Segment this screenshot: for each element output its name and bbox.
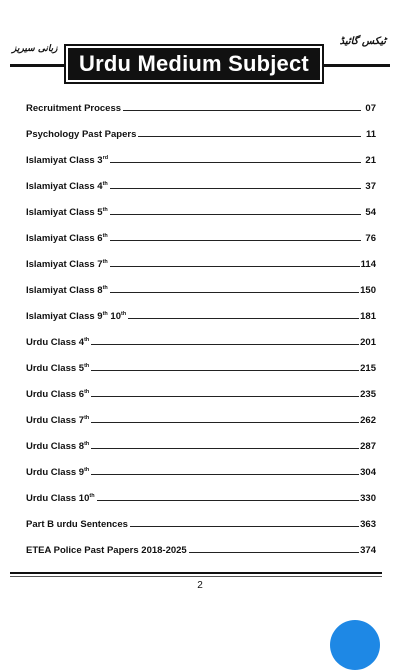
- toc-leader-line: [128, 317, 359, 319]
- header-right-text: ٹیکس گائیڈ: [339, 36, 386, 47]
- toc-entry: [26, 244, 376, 270]
- toc-label-text: Islamiyat Class 6: [26, 233, 103, 244]
- toc-entry-label: [26, 441, 91, 452]
- toc-label-superscript: th: [84, 363, 90, 369]
- toc-leader-line: [110, 239, 361, 241]
- toc-leader-line: [97, 499, 360, 501]
- toc-label-superscript: rd: [102, 155, 109, 161]
- toc-entry: [26, 452, 376, 478]
- toc-entry: [26, 114, 376, 140]
- toc-entry: [26, 530, 376, 556]
- toc-label-superscript: th: [102, 207, 108, 213]
- footer-rule: [10, 572, 382, 574]
- toc-entry: [26, 140, 376, 166]
- toc-entry-label: [26, 103, 123, 114]
- toc-entry-label: [26, 545, 189, 556]
- toc-entry-label: [26, 363, 91, 374]
- toc-leader-line: [110, 265, 360, 267]
- toc-page-number: 37: [365, 181, 376, 192]
- toc-label-text: Psychology Past Papers: [26, 129, 137, 140]
- toc-entry: [26, 270, 376, 296]
- toc-entry: [26, 426, 376, 452]
- toc-label-text: Part B urdu Sentences: [26, 519, 128, 530]
- toc-label-text: Urdu Class 10: [26, 493, 90, 504]
- toc-leader-line: [91, 395, 359, 397]
- toc-entry: [26, 504, 376, 530]
- toc-entry-label: [26, 519, 130, 530]
- toc-label-superscript: th: [102, 181, 108, 187]
- toc-label-text: Islamiyat Class 8: [26, 285, 103, 296]
- toc-page-number: 287: [360, 441, 376, 452]
- toc-label-text: Recruitment Process: [26, 103, 122, 114]
- toc-entry-label: [26, 493, 97, 504]
- toc-entry-label: [26, 285, 110, 296]
- toc-label-text-2: 10: [107, 311, 121, 322]
- toc-label-superscript: th: [84, 337, 90, 343]
- toc-leader-line: [91, 447, 359, 449]
- toc-page-number: 181: [360, 311, 376, 322]
- toc-page-number: 262: [360, 415, 376, 426]
- toc-page-number: 201: [360, 337, 376, 348]
- toc-leader-line: [123, 109, 361, 111]
- toc-leader-line: [189, 551, 359, 553]
- toc-label-superscript: th: [102, 233, 108, 239]
- toc-entry-label: [26, 129, 138, 140]
- toc-label-text: Islamiyat Class 7: [26, 259, 103, 270]
- toc-entry-label: [26, 337, 91, 348]
- toc-label-text: Islamiyat Class 9: [26, 311, 103, 322]
- toc-page-number: 114: [360, 259, 376, 270]
- toc-page-number: 76: [365, 233, 376, 244]
- toc-page-number: 330: [360, 493, 376, 504]
- toc-page-number: 215: [360, 363, 376, 374]
- toc-entry-label: [26, 155, 110, 166]
- toc-entry: [26, 166, 376, 192]
- toc-label-text: Urdu Class 5: [26, 363, 85, 374]
- toc-entry: [26, 296, 376, 322]
- table-of-contents: [26, 88, 376, 556]
- toc-entry-label: [26, 181, 110, 192]
- toc-page-number: 304: [360, 467, 376, 478]
- toc-label-superscript: th: [102, 311, 108, 317]
- header-left-text: زبانی سیریز: [12, 44, 58, 54]
- footer-rule-thin: [10, 576, 382, 577]
- toc-entry-label: [26, 389, 91, 400]
- toc-label-text: Islamiyat Class 3: [26, 155, 103, 166]
- toc-page-number: 54: [365, 207, 376, 218]
- toc-label-superscript-2: th: [121, 311, 127, 317]
- toc-page-number: 150: [360, 285, 376, 296]
- toc-label-text: Urdu Class 9: [26, 467, 85, 478]
- toc-page-number: 21: [365, 155, 376, 166]
- page-title: Urdu Medium Subject: [79, 51, 309, 76]
- toc-entry: [26, 218, 376, 244]
- toc-page-number: 363: [360, 519, 376, 530]
- toc-entry: [26, 88, 376, 114]
- toc-leader-line: [91, 473, 359, 475]
- toc-label-superscript: th: [84, 467, 90, 473]
- toc-entry: [26, 400, 376, 426]
- toc-label-text: Urdu Class 8: [26, 441, 85, 452]
- toc-page-number: 07: [365, 103, 376, 114]
- toc-entry: [26, 322, 376, 348]
- toc-label-text: Urdu Class 4: [26, 337, 85, 348]
- toc-entry-label: [26, 415, 91, 426]
- page-number: 2: [197, 580, 203, 591]
- toc-entry-label: [26, 467, 91, 478]
- toc-label-superscript: th: [102, 285, 108, 291]
- toc-leader-line: [91, 369, 359, 371]
- toc-label-superscript: th: [84, 389, 90, 395]
- toc-page-number: 11: [365, 129, 376, 140]
- toc-entry-label: [26, 233, 110, 244]
- toc-label-superscript: th: [89, 493, 95, 499]
- toc-label-text: Urdu Class 7: [26, 415, 85, 426]
- toc-leader-line: [138, 135, 361, 137]
- toc-leader-line: [91, 421, 359, 423]
- toc-entry-label: [26, 207, 110, 218]
- toc-label-superscript: th: [84, 415, 90, 421]
- toc-leader-line: [130, 525, 359, 527]
- toc-entry-label: [26, 259, 110, 270]
- toc-page-number: 374: [360, 545, 376, 556]
- toc-label-text: Urdu Class 6: [26, 389, 85, 400]
- toc-leader-line: [91, 343, 359, 345]
- toc-label-text: Islamiyat Class 5: [26, 207, 103, 218]
- toc-label-superscript: th: [102, 259, 108, 265]
- toc-label-text: ETEA Police Past Papers 2018-2025: [26, 545, 187, 556]
- toc-entry: [26, 374, 376, 400]
- toc-entry: [26, 348, 376, 374]
- toc-leader-line: [110, 213, 361, 215]
- toc-page-number: 235: [360, 389, 376, 400]
- toc-entry: [26, 478, 376, 504]
- toc-entry-label: [26, 311, 128, 322]
- toc-entry: [26, 192, 376, 218]
- title-banner: [66, 46, 322, 82]
- toc-leader-line: [110, 291, 359, 293]
- toc-label-text: Islamiyat Class 4: [26, 181, 103, 192]
- floating-action-button[interactable]: [330, 620, 380, 670]
- toc-leader-line: [110, 161, 361, 163]
- toc-label-superscript: th: [84, 441, 90, 447]
- toc-leader-line: [110, 187, 361, 189]
